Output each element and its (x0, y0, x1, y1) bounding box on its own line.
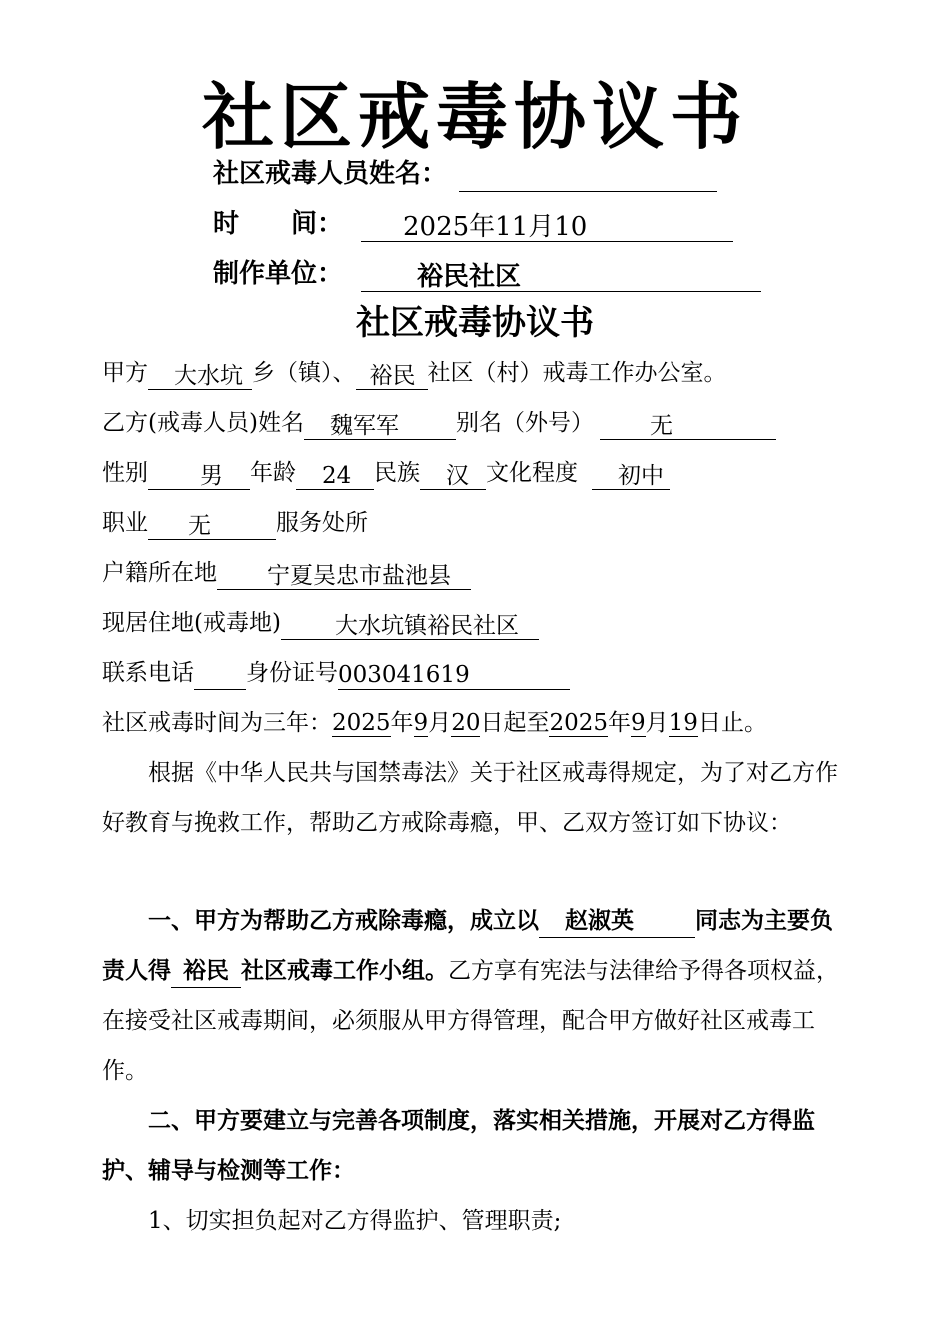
id-label: 身份证号 (246, 660, 338, 686)
period-suffix: 日止。 (697, 710, 767, 736)
cover-title: 社区戒毒协议书 (201, 74, 748, 159)
clause-1 (102, 896, 852, 1096)
end-year: 2025 (549, 710, 609, 736)
residence-label: 现居住地(戒毒地) (102, 610, 281, 636)
year-char: 年 (608, 710, 632, 736)
cover-name-field (459, 161, 717, 192)
start-day: 20 (451, 710, 481, 736)
personal-info-row (102, 456, 670, 490)
intro-paragraph: 根据《中华人民共与国禁毒法》关于社区戒毒得规定，为了对乙方作好教育与挽救工作，帮助乙方戒除毒瘾，甲、乙双方签订如下协议： (102, 760, 838, 836)
job-label: 职业 (102, 510, 148, 536)
party-a-mid: 乡（镇）、 (252, 360, 356, 386)
phone-label: 联系电话 (102, 660, 194, 686)
party-b-row (102, 406, 776, 440)
hukou-row (102, 556, 471, 590)
phone-field (194, 661, 246, 690)
cover-unit-field: 裕民社区 (361, 262, 761, 292)
leader-field: 赵淑英 (539, 905, 695, 938)
party-a-suffix: 社区（村）戒毒工作办公室。 (427, 360, 727, 386)
year-char: 年 (390, 710, 414, 736)
cover-time-field: 2025年11月10 (361, 212, 733, 242)
cover-time-label: 时 间： (213, 209, 344, 239)
name-label: 乙方(戒毒人员)姓名 (102, 410, 304, 436)
ethnicity-field: 汉 (420, 462, 486, 490)
education-label: 文化程度 (486, 460, 578, 486)
gender-field: 男 (148, 462, 250, 490)
residence-field: 大水坑镇裕民社区 (281, 612, 539, 640)
period-label: 社区戒毒时间为三年： (102, 710, 332, 736)
alias-field: 无 (600, 412, 776, 440)
residence-row (102, 606, 539, 640)
clause-1-part1: 一、甲方为帮助乙方戒除毒瘾，成立以 (148, 908, 539, 934)
item-1: 1、切实担负起对乙方得监护、管理职责; (148, 1208, 562, 1234)
end-day: 19 (668, 710, 698, 736)
clause-1-part4: 乙方享有宪法与法律给予得各项权益，在接受社区戒毒期间，必须服从甲方得管理，配合甲方做好社区戒毒工作。 (102, 958, 839, 1084)
gender-label: 性别 (102, 460, 148, 486)
cover-name-row (213, 156, 717, 192)
id-field: 003041619 (338, 661, 570, 690)
education-field: 初中 (592, 462, 670, 490)
party-a-row (102, 356, 727, 390)
period-row (102, 706, 767, 740)
age-label: 年龄 (250, 460, 296, 486)
cover-name-label: 社区戒毒人员姓名： (213, 159, 448, 189)
age-field: 24 (296, 462, 374, 490)
clause-community-field: 裕民 (171, 955, 241, 988)
start-year: 2025 (332, 710, 391, 736)
clause-2: 二、甲方要建立与完善各项制度，落实相关措施，开展对乙方得监护、辅导与检测等工作： (102, 1108, 815, 1184)
workplace-label: 服务处所 (276, 510, 368, 536)
job-field: 无 (148, 512, 276, 540)
period-mid: 日起至 (480, 710, 550, 736)
contact-row (102, 656, 570, 690)
cover-time-row (213, 206, 733, 242)
hukou-field: 宁夏吴忠市盐池县 (217, 562, 471, 590)
alias-label: 别名（外号） (455, 410, 594, 436)
township-field: 大水坑 (148, 362, 252, 390)
hukou-label: 户籍所在地 (102, 560, 217, 586)
party-a-label: 甲方 (102, 360, 148, 386)
name-field: 魏军军 (304, 412, 456, 440)
cover-unit-row (213, 256, 761, 292)
clause-1-part3: 社区戒毒工作小组。 (241, 958, 448, 984)
month-char: 月 (645, 710, 669, 736)
cover-unit-label: 制作单位： (213, 259, 344, 289)
clause-1-part2: 同志为主要负责人得 (102, 908, 833, 984)
start-month: 9 (413, 710, 429, 736)
community-field: 裕民 (356, 362, 428, 390)
ethnicity-label: 民族 (374, 460, 420, 486)
month-char: 月 (428, 710, 452, 736)
end-month: 9 (631, 710, 646, 736)
job-row (102, 506, 368, 540)
document-title: 社区戒毒协议书 (356, 303, 594, 343)
